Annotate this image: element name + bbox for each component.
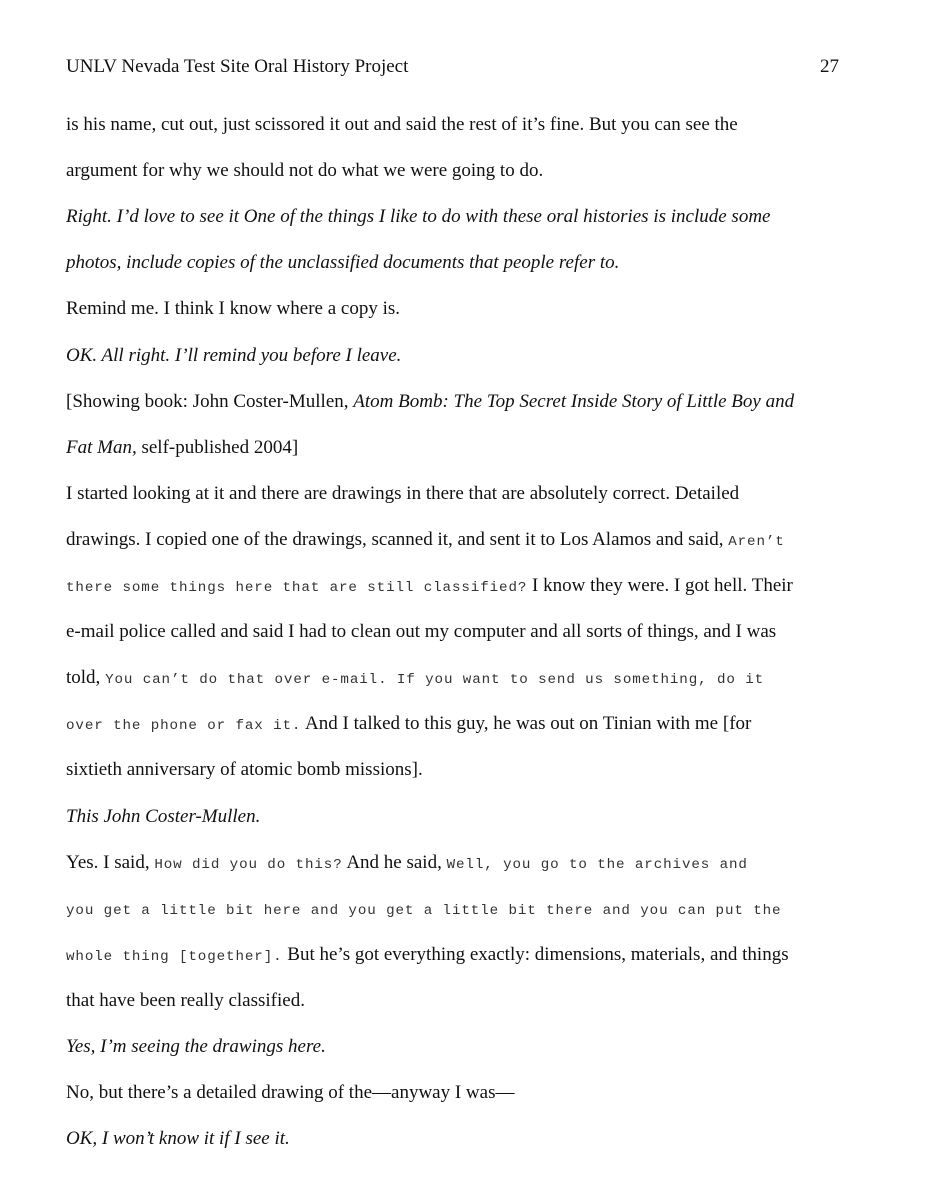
interviewer-text: Yes, I’m seeing the drawings here. <box>66 1036 326 1057</box>
transcript-line <box>66 1035 846 1059</box>
interviewer-text: This John Coster-Mullen. <box>66 805 261 827</box>
page-number: 27 <box>820 56 839 77</box>
quoted-speech: You can’t do that over e-mail. If you want to send us something, do it <box>105 672 765 689</box>
narrator-text: Remind me. I think I know where a copy is. <box>66 298 401 320</box>
running-header <box>66 56 839 80</box>
transcript-line <box>66 482 846 506</box>
transcript-line <box>66 851 846 877</box>
transcript-line <box>66 205 846 229</box>
narrator-text: is his name, cut out, just scissored it out and said the rest of it’s fine. But you can see the <box>66 114 738 135</box>
narrator-text: No, but there’s a detailed drawing of the—anyway I was— <box>66 1082 515 1104</box>
transcript-line <box>66 1081 846 1105</box>
quoted-speech: How did you do this? <box>154 856 343 873</box>
interviewer-text: OK. All right. I’ll remind you before I leave. <box>66 344 402 366</box>
transcript-line <box>66 251 846 275</box>
transcript-line <box>66 436 846 460</box>
transcript-line <box>66 574 846 600</box>
transcript-line <box>66 712 846 738</box>
narrator-text: sixtieth anniversary of atomic bomb missions]. <box>66 759 423 781</box>
transcript-line <box>66 989 846 1013</box>
narrator-text: e-mail police called and said I had to clean out my computer and all sorts of things, and I was <box>66 621 777 643</box>
narrator-text: And I talked to this guy, he was out on Tinian with me [for <box>301 713 752 735</box>
narrator-text: And he said, <box>342 851 447 873</box>
quoted-speech: Aren’t <box>728 533 785 550</box>
transcript-line <box>66 1127 846 1151</box>
transcript-line <box>66 159 846 183</box>
narrator-text: drawings. I copied one of the drawings, scanned it, and sent it to Los Alamos and said, <box>66 528 729 550</box>
interviewer-text: photos, include copies of the unclassified documents that people refer to. <box>66 252 620 274</box>
transcript-line <box>66 666 846 692</box>
quoted-speech: there some things here that are still classified? <box>66 580 528 596</box>
header-title: UNLV Nevada Test Site Oral History Project <box>66 56 409 77</box>
interviewer-text: OK, I won’t know it if I see it. <box>66 1128 290 1150</box>
narrator-text: that have been really classified. <box>66 989 305 1011</box>
transcript-line <box>66 528 846 554</box>
transcript-line <box>66 943 846 969</box>
narrator-text: told, <box>66 667 106 689</box>
transcript-line <box>66 113 846 137</box>
transcript-line <box>66 390 846 414</box>
interviewer-text: Right. I’d love to see it One of the things I like to do with these oral histories is include some <box>66 206 771 228</box>
quoted-speech: you get a little bit here and you get a little bit there and you can put the <box>66 902 782 919</box>
narrator-text: self-published 2004] <box>136 436 299 458</box>
interviewer-text: Atom Bomb: The Top Secret Inside Story of Little Boy and <box>353 390 795 412</box>
narrator-text: argument for why we should not do what we were going to do. <box>66 160 544 182</box>
transcript-line <box>66 620 846 644</box>
transcript-line <box>66 758 846 782</box>
quoted-speech: over the phone or fax it. <box>66 718 302 735</box>
transcript-line <box>66 897 846 923</box>
narrator-text: Yes. I said, <box>66 851 155 873</box>
transcript-line <box>66 297 846 321</box>
narrator-text: I know they were. I got hell. Their <box>527 575 793 596</box>
transcript-line <box>66 805 846 829</box>
transcript-line <box>66 344 846 368</box>
narrator-text: But he’s got everything exactly: dimensions, materials, and things <box>282 943 789 965</box>
interviewer-text: Fat Man, <box>66 436 137 458</box>
quoted-speech: whole thing [together]. <box>66 948 283 965</box>
narrator-text: [Showing book: John Coster-Mullen, <box>66 390 354 412</box>
quoted-speech: Well, you go to the archives and <box>446 856 748 873</box>
narrator-text: I started looking at it and there are drawings in there that are absolutely correct. Detailed <box>66 482 740 504</box>
